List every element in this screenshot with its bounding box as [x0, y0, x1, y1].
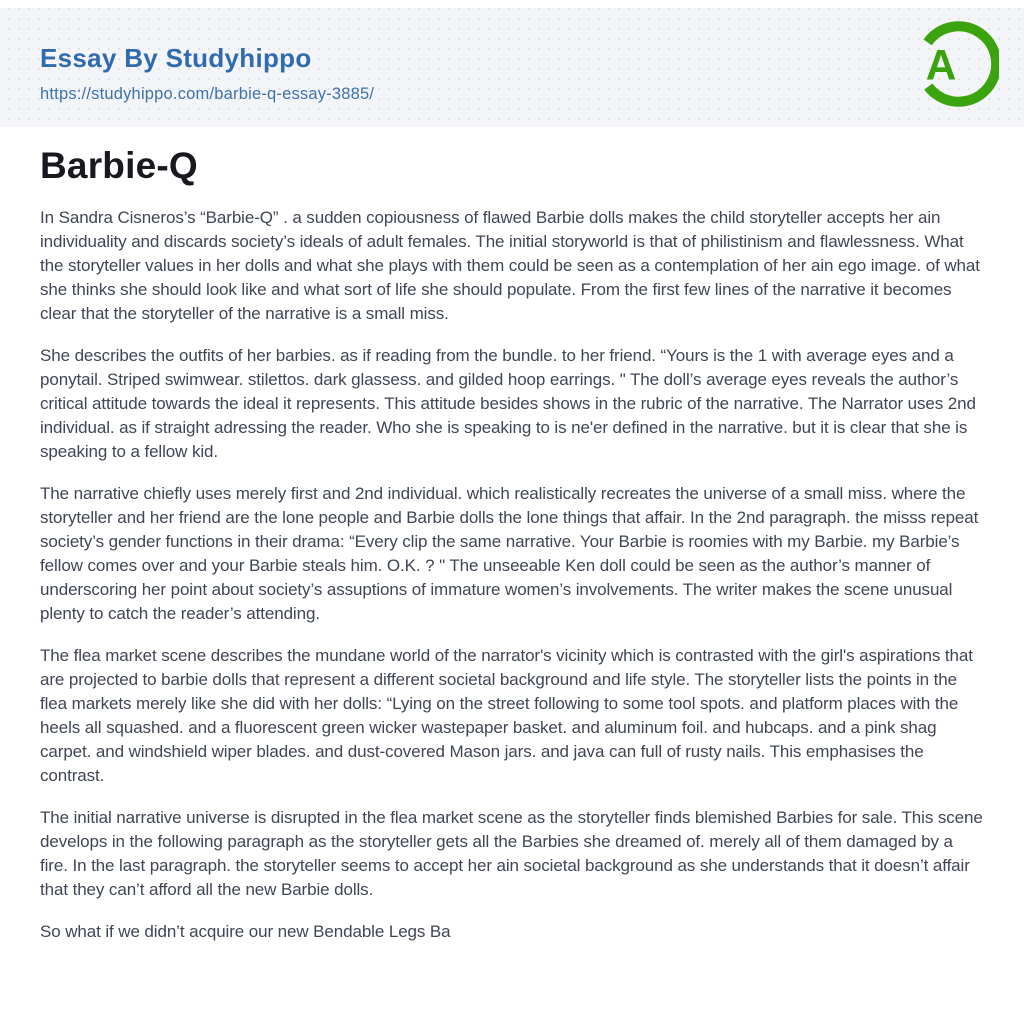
essay-paragraph-4: The flea market scene describes the mundane world of the narrator's vicinity which is contrasted with the girl's aspirations that are projected to barbie dolls that represent a different societal background and life style. The storyteller lists the points in the flea markets merely like she did with her dolls: “Lying on the street following to some tool spots. and platform places with the heels all squashed. and a fluorescent green wicker wastepaper basket. and aluminum foil. and hubcaps. and a pink shag carpet. and windshield wiper blades. and dust-covered Mason jars. and java can full of rusty nails. This emphasises the contrast. — [40, 646, 973, 785]
site-byline: Essay By Studyhippo — [40, 43, 312, 73]
essay-paragraph-1: In Sandra Cisneros’s “Barbie-Q” . a sudden copiousness of flawed Barbie dolls makes the child storyteller accepts her ain individuality and discards society’s ideals of adult females. The initial storyworld is that of philistinism and flawlessness. What the storyteller values in her dolls and what she plays with them could be seen as a contemplation of her ain ego image. of what she thinks she should look like and what sort of life she should populate. From the first few lines of the narrative it becomes clear that the storyteller of the narrative is a small miss. — [40, 208, 980, 323]
logo-letter: A — [925, 41, 957, 89]
essay-content — [0, 127, 1024, 944]
essay-paragraph-5: The initial narrative universe is disrupted in the flea market scene as the storyteller finds blemished Barbies for sale. This scene develops in the following paragraph as the storyteller gets all the Barbies she dreamed of. merely all of them damaged by a fire. In the last paragraph. the storyteller seems to accept her ain societal background as she understands that it doesn’t affair that they can’t afford all the new Barbie dolls. — [40, 808, 983, 899]
essay-paragraph-6: So what if we didn’t acquire our new Bendable Legs Ba — [40, 922, 451, 941]
header — [0, 8, 1024, 127]
source-url-link[interactable]: https://studyhippo.com/barbie-q-essay-3885/ — [40, 84, 375, 103]
page-title: Barbie-Q — [40, 145, 198, 186]
studyhippo-logo — [907, 18, 999, 110]
logo-arc-icon — [907, 18, 999, 110]
essay-paragraph-3: The narrative chiefly uses merely first and 2nd individual. which realistically recreates the universe of a small miss. where the storyteller and her friend are the lone people and Barbie dolls the lone things that affair. In the 2nd paragraph. the misss repeat society’s gender functions in their drama: “Every clip the same narrative. Your Barbie is roomies with my Barbie. my Barbie’s fellow comes over and your Barbie steals him. O.K. ? " The unseeable Ken doll could be seen as the author’s manner of underscoring her point about society’s assuptions of immature women’s involvements. The writer makes the scene unusual plenty to catch the reader’s attending. — [40, 484, 979, 623]
essay-paragraph-2: She describes the outfits of her barbies. as if reading from the bundle. to her friend. “Yours is the 1 with average eyes and a ponytail. Striped swimwear. stilettos. dark glassess. and gilded hoop earrings. " The doll’s average eyes reveals the author’s critical attitude towards the ideal it represents. This attitude besides shows in the rubric of the narrative. The Narrator uses 2nd individual. as if straight adressing the reader. Who she is speaking to is ne'er defined in the narrative. but it is clear that she is speaking to a fellow kid. — [40, 346, 976, 461]
